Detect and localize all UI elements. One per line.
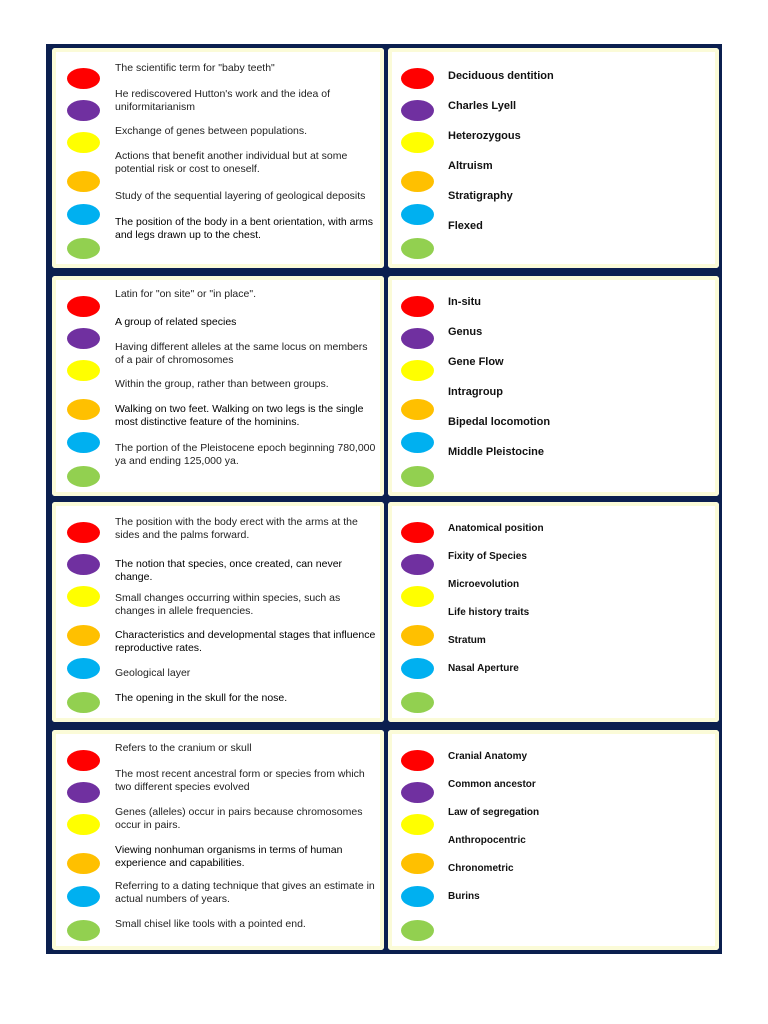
purple-dot-icon bbox=[67, 554, 100, 575]
red-dot-icon bbox=[401, 522, 434, 543]
definition-text: A group of related species bbox=[115, 316, 237, 328]
definition-text: The portion of the Pleistocene epoch beginning 780,000 ya and ending 125,000 ya. bbox=[115, 442, 376, 467]
term-text: Common ancestor bbox=[448, 779, 536, 790]
term-text: Bipedal locomotion bbox=[448, 416, 551, 428]
green-dot-icon bbox=[67, 920, 100, 941]
blue-dot-icon bbox=[67, 432, 100, 453]
purple-dot-icon bbox=[67, 100, 100, 121]
green-dot-icon bbox=[401, 920, 434, 941]
red-dot-icon bbox=[401, 296, 434, 317]
term-text: In-situ bbox=[448, 296, 481, 308]
yellow-dot-icon bbox=[401, 132, 434, 153]
term-text: Intragroup bbox=[448, 386, 503, 398]
red-dot-icon bbox=[401, 750, 434, 771]
term-text: Gene Flow bbox=[448, 356, 504, 368]
purple-dot-icon bbox=[67, 328, 100, 349]
term-text: Flexed bbox=[448, 220, 483, 232]
term-text: Law of segregation bbox=[448, 807, 540, 818]
term-text: Altruism bbox=[448, 160, 493, 172]
term-text: Middle Pleistocine bbox=[448, 446, 544, 458]
term-card bbox=[388, 730, 719, 950]
card-sheet bbox=[46, 44, 722, 954]
definition-text: Study of the sequential layering of geological deposits bbox=[115, 190, 366, 202]
yellow-dot-icon bbox=[67, 132, 100, 153]
definition-card bbox=[52, 276, 384, 496]
term-text: Stratum bbox=[448, 635, 486, 646]
definition-text: Referring to a dating technique that gives an estimate in actual numbers of years. bbox=[115, 880, 375, 905]
term-text: Cranial Anatomy bbox=[448, 751, 528, 762]
yellow-dot-icon bbox=[401, 586, 434, 607]
red-dot-icon bbox=[67, 296, 100, 317]
blue-dot-icon bbox=[401, 432, 434, 453]
definition-text: Walking on two feet. Walking on two legs is the single most distinctive feature of the hominins. bbox=[115, 403, 364, 428]
definition-text: Viewing nonhuman organisms in terms of human experience and capabilities. bbox=[115, 844, 343, 869]
term-card bbox=[388, 48, 719, 268]
definition-text: Within the group, rather than between groups. bbox=[115, 378, 329, 390]
definition-text: Geological layer bbox=[115, 667, 191, 679]
term-text: Fixity of Species bbox=[448, 551, 527, 562]
orange-dot-icon bbox=[67, 625, 100, 646]
definition-text: Genes (alleles) occur in pairs because chromosomes occur in pairs. bbox=[115, 806, 363, 831]
yellow-dot-icon bbox=[401, 814, 434, 835]
green-dot-icon bbox=[67, 692, 100, 713]
definition-text: Actions that benefit another individual but at some potential risk or cost to oneself. bbox=[115, 150, 348, 175]
blue-dot-icon bbox=[67, 658, 100, 679]
purple-dot-icon bbox=[67, 782, 100, 803]
definition-card bbox=[52, 502, 384, 722]
definition-text: Exchange of genes between populations. bbox=[115, 125, 308, 137]
purple-dot-icon bbox=[401, 554, 434, 575]
definition-text: Characteristics and developmental stages that influence reproductive rates. bbox=[115, 629, 376, 654]
blue-dot-icon bbox=[67, 886, 100, 907]
red-dot-icon bbox=[67, 68, 100, 89]
definition-card bbox=[52, 48, 384, 268]
yellow-dot-icon bbox=[67, 814, 100, 835]
orange-dot-icon bbox=[401, 171, 434, 192]
term-text: Genus bbox=[448, 326, 483, 338]
term-text: Life history traits bbox=[448, 607, 530, 618]
red-dot-icon bbox=[67, 750, 100, 771]
green-dot-icon bbox=[401, 466, 434, 487]
orange-dot-icon bbox=[67, 399, 100, 420]
yellow-dot-icon bbox=[401, 360, 434, 381]
green-dot-icon bbox=[401, 692, 434, 713]
green-dot-icon bbox=[67, 466, 100, 487]
definition-card bbox=[52, 730, 384, 950]
definition-text: Refers to the cranium or skull bbox=[115, 742, 252, 754]
definition-text: Having different alleles at the same locus on members of a pair of chromosomes bbox=[115, 341, 368, 366]
term-text: Burins bbox=[448, 891, 480, 902]
orange-dot-icon bbox=[67, 853, 100, 874]
blue-dot-icon bbox=[401, 658, 434, 679]
definition-text: The most recent ancestral form or species from which two different species evolved bbox=[115, 768, 365, 793]
yellow-dot-icon bbox=[67, 360, 100, 381]
orange-dot-icon bbox=[401, 399, 434, 420]
term-text: Chronometric bbox=[448, 863, 514, 874]
green-dot-icon bbox=[67, 238, 100, 259]
term-text: Heterozygous bbox=[448, 130, 521, 142]
definition-text: The notion that species, once created, can never change. bbox=[115, 558, 343, 583]
definition-text: Latin for "on site" or "in place". bbox=[115, 288, 256, 300]
definition-text: The position of the body in a bent orientation, with arms and legs drawn up to the chest. bbox=[115, 216, 373, 241]
blue-dot-icon bbox=[67, 204, 100, 225]
term-card bbox=[388, 276, 719, 496]
yellow-dot-icon bbox=[67, 586, 100, 607]
blue-dot-icon bbox=[401, 204, 434, 225]
term-text: Microevolution bbox=[448, 579, 520, 590]
term-text: Stratigraphy bbox=[448, 190, 513, 202]
definition-text: The scientific term for "baby teeth" bbox=[115, 62, 275, 74]
term-text: Anthropocentric bbox=[448, 835, 526, 846]
red-dot-icon bbox=[401, 68, 434, 89]
definition-text: He rediscovered Hutton's work and the idea of uniformitarianism bbox=[115, 88, 331, 113]
purple-dot-icon bbox=[401, 100, 434, 121]
definition-text: Small changes occurring within species, such as changes in allele frequencies. bbox=[115, 592, 341, 617]
orange-dot-icon bbox=[401, 625, 434, 646]
term-card bbox=[388, 502, 719, 722]
definition-text: The opening in the skull for the nose. bbox=[115, 692, 288, 704]
term-text: Anatomical position bbox=[448, 523, 544, 534]
green-dot-icon bbox=[401, 238, 434, 259]
definition-text: The position with the body erect with the arms at the sides and the palms forward. bbox=[115, 516, 358, 541]
definition-text: Small chisel like tools with a pointed end. bbox=[115, 918, 306, 930]
term-text: Nasal Aperture bbox=[448, 663, 519, 674]
red-dot-icon bbox=[67, 522, 100, 543]
purple-dot-icon bbox=[401, 782, 434, 803]
orange-dot-icon bbox=[67, 171, 100, 192]
blue-dot-icon bbox=[401, 886, 434, 907]
purple-dot-icon bbox=[401, 328, 434, 349]
orange-dot-icon bbox=[401, 853, 434, 874]
term-text: Deciduous dentition bbox=[448, 70, 554, 82]
term-text: Charles Lyell bbox=[448, 100, 517, 112]
